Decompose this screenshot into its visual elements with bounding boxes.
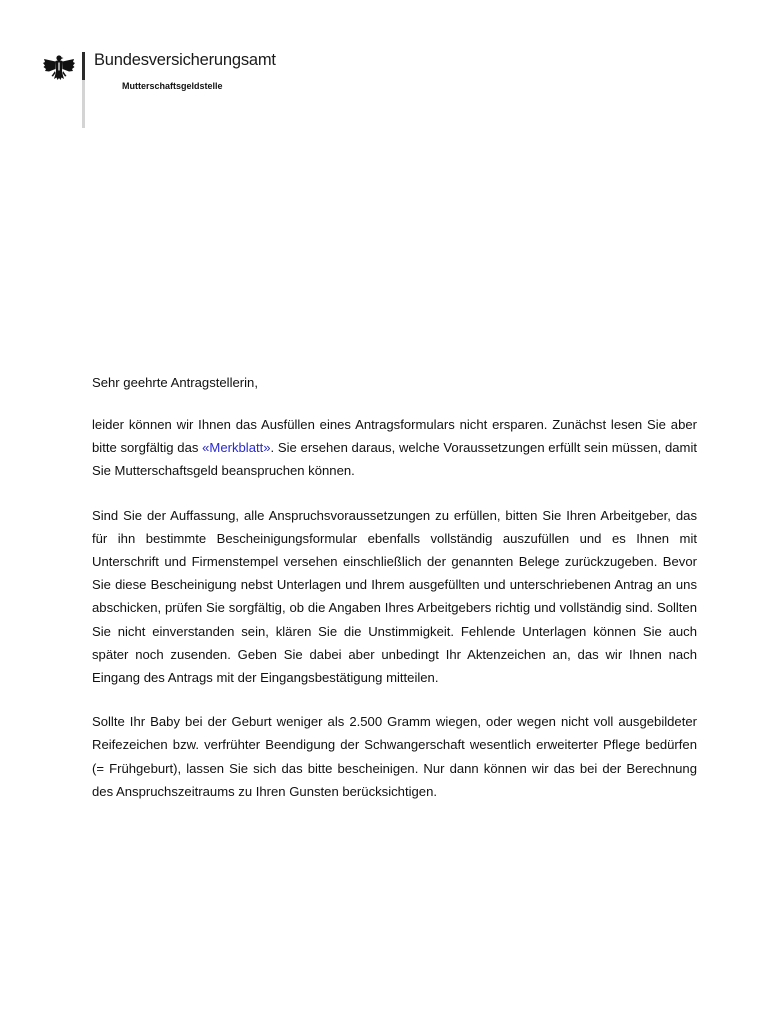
letter-body: [92, 373, 697, 824]
paragraph-premature-birth: Sollte Ihr Baby bei der Geburt weniger als 2.500 Gramm wiegen, oder wegen nicht voll ausgebildeter Reifezeichen bzw. verfrühter Beendigung der Schwangerschaft wesentlich erweiterter Pflege bedürfen (= Frühgeburt), lassen Sie sich das bitte bescheinigen. Nur dann können wir das bei der Berechnung des Anspruchszeitraums zu Ihren Gunsten berücksichtigen.: [92, 714, 697, 799]
paragraph-employer: Sind Sie der Auffassung, alle Anspruchsvoraussetzungen zu erfüllen, bitten Sie Ihren Arbeitgeber, das für ihn bestimmte Bescheinigungsformular ebenfalls vollständig auszufüllen und es Ihnen mit Unterschrift und Firmenstempel versehen einschließlich der genannten Belege zurückzugeben. Bevor Sie diese Bescheinigung nebst Unterlagen und Ihrem ausgefüllten und unterschriebenen Antrag an uns abschicken, prüfen Sie sorgfältig, ob die Angaben Ihres Arbeitgebers richtig und vollständig sind. Sollten Sie nicht einverstanden sein, klären Sie die Unstimmigkeit. Fehlende Unterlagen können Sie auch später noch zusenden. Geben Sie dabei aber unbedingt Ihr Aktenzeichen an, das wir Ihnen nach Eingang des Antrags mit der Eingangsbestätigung mitteilen.: [92, 507, 697, 686]
unit-name: Mutterschaftsgeldstelle: [122, 81, 223, 91]
header-divider-accent: [82, 52, 85, 80]
federal-eagle-icon: [42, 52, 76, 86]
paragraph-intro-text-start: leider können wir Ihnen das Ausfüllen eines Antragsformulars nicht ersparen. Zunächst lesen Sie aber bitte sorgfältig das: [92, 417, 697, 456]
merkblatt-link[interactable]: «Merkblatt»: [202, 440, 271, 456]
paragraph-intro: [92, 413, 697, 483]
salutation: Sehr geehrte Antragstellerin,: [92, 375, 258, 390]
paragraph-intro-text-end: . Sie ersehen daraus, welche Voraussetzungen erfüllt sein müssen, damit Sie Mutterschaftsgeld beanspruchen können.: [92, 440, 697, 479]
agency-name: Bundesversicherungsamt: [94, 51, 276, 69]
